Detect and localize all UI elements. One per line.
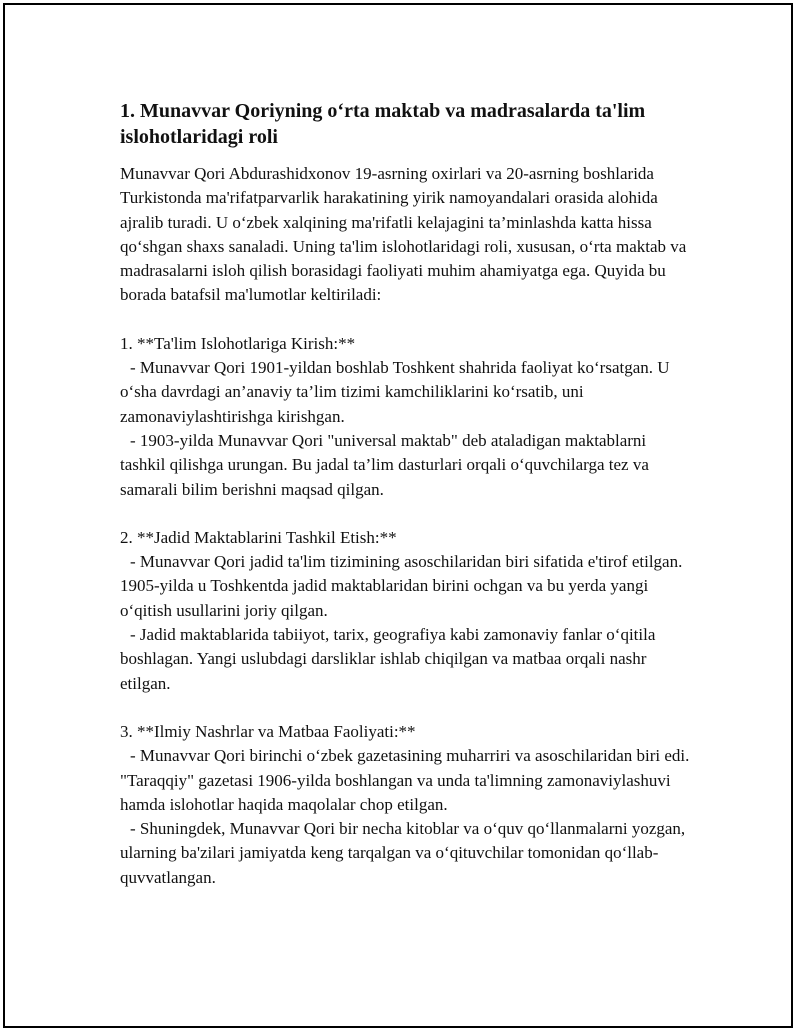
bullet-text: - 1903-yilda Munavvar Qori "universal maktab" deb ataladigan maktablarni tashkil qilishga urungan. Bu jadal ta’lim dasturlari orqali o‘quvchilarga tez va samarali bilim berishni maqsad qilgan.	[120, 430, 649, 499]
section-bullet	[120, 744, 690, 817]
bullet-text: - Jadid maktablarida tabiiyot, tarix, geografiya kabi zamonaviy fanlar o‘qitila boshlagan. Yangi uslubdagi darsliklar ishlab chiqilgan va matbaa orqali nashr etilgan.	[120, 625, 656, 693]
section-heading: 1. **Ta'lim Islohotlariga Kirish:**	[120, 333, 356, 353]
bullet-text: - Shuningdek, Munavvar Qori bir necha kitoblar va o‘quv qo‘llanmalarni yozgan, ularning ba'zilari jamiyatda keng tarqalgan va o‘qituvchilar tomonidan qo‘llab-quvvatlangan.	[120, 819, 686, 887]
document-title: 1. Munavvar Qoriyning o‘rta maktab va madrasalarda ta'lim islohotlaridagi roli	[120, 100, 646, 148]
document-content	[120, 98, 690, 890]
document-page	[3, 3, 793, 1028]
section-heading: 2. **Jadid Maktablarini Tashkil Etish:**	[120, 527, 397, 547]
bullet-text: - Munavvar Qori 1901-yildan boshlab Toshkent shahrida faoliyat ko‘rsatgan. U o‘sha davrdagi an’anaviy ta’lim tizimi kamchiliklarini ko‘rsatib, uni zamonaviylashtirishga kirishgan.	[120, 358, 670, 426]
bullet-text: - Munavvar Qori jadid ta'lim tizimining asoschilaridan biri sifatida e'tirof etilgan. 1905-yilda u Toshkentda jadid maktablaridan birini ochgan va bu yerda yangi o‘qitish usullarini joriy qilgan.	[120, 552, 683, 620]
section-2	[120, 526, 690, 696]
section-bullet	[120, 623, 690, 696]
intro-paragraph: Munavvar Qori Abdurashidxonov 19-asrning oxirlari va 20-asrning boshlarida Turkistonda ma'rifatparvarlik harakatining yirik namoyandalari orasida alohida ajralib turadi. U o‘zbek xalqining ma'rifatli kelajagini ta’minlashda katta hissa qo‘shgan shaxs sanaladi. Uning ta'lim islohotlaridagi roli, xususan, o‘rta maktab va madrasalarni isloh qilish borasidagi faoliyati muhim ahamiyatga ega. Quyida bu borada batafsil ma'lumotlar keltiriladi:	[120, 164, 687, 305]
section-bullet	[120, 817, 690, 890]
section-heading: 3. **Ilmiy Nashrlar va Matbaa Faoliyati:**	[120, 721, 416, 741]
section-bullet	[120, 550, 690, 623]
bullet-text: - Munavvar Qori birinchi o‘zbek gazetasining muharriri va asoschilaridan biri edi. "Taraqqiy" gazetasi 1906-yilda boshlangan va unda ta'limning zamonaviylashuvi hamda islohotlar haqida maqolalar chop etilgan.	[120, 746, 690, 814]
section-bullet	[120, 429, 690, 502]
section-bullet	[120, 356, 690, 429]
section-1	[120, 332, 690, 502]
section-3	[120, 720, 690, 890]
